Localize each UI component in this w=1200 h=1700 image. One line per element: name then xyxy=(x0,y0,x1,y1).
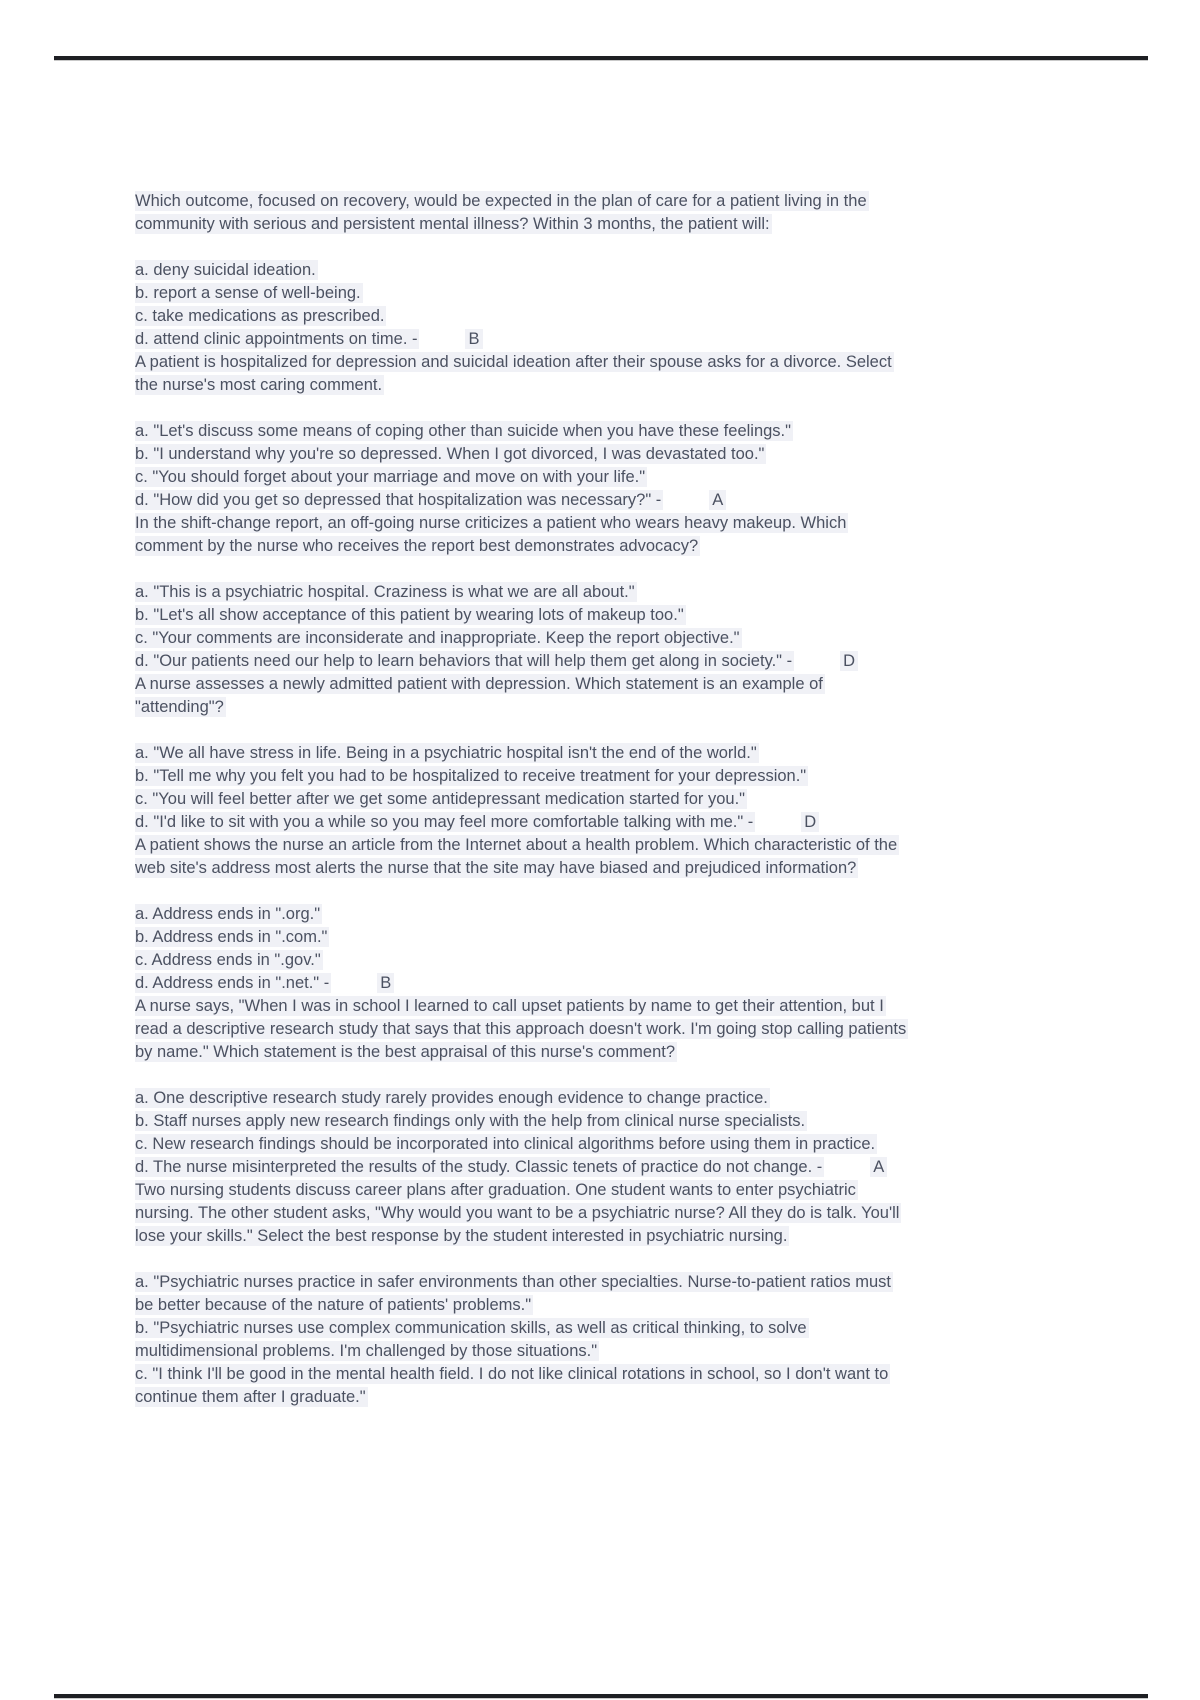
question-text: read a descriptive research study that says that this approach doesn't work. I'm going stop calling patients xyxy=(135,1020,907,1038)
option-text: b. "I understand why you're so depressed. When I got divorced, I was devastated too." xyxy=(135,445,765,463)
question-text: nursing. The other student asks, "Why would you want to be a psychiatric nurse? All they do is talk. You'll xyxy=(135,1204,900,1222)
top-rule xyxy=(54,56,1148,61)
question-line xyxy=(135,190,1145,213)
option-line xyxy=(135,811,1145,834)
answer-letter: A xyxy=(709,490,726,510)
option-text: d. The nurse misinterpreted the results of the study. Classic tenets of practice do not change. - xyxy=(135,1158,823,1176)
question-line xyxy=(135,1179,1145,1202)
option-text: a. "Psychiatric nurses practice in safer environments than other specialties. Nurse-to-patient ratios must xyxy=(135,1273,892,1291)
blank-line xyxy=(135,397,1145,420)
option-text: a. "Let's discuss some means of coping other than suicide when you have these feelings." xyxy=(135,422,791,440)
option-line xyxy=(135,903,1145,926)
question-line xyxy=(135,696,1145,719)
question-text: lose your skills." Select the best response by the student interested in psychiatric nursing. xyxy=(135,1227,788,1245)
question-block xyxy=(135,995,1145,1179)
option-line xyxy=(135,305,1145,328)
option-line xyxy=(135,282,1145,305)
option-text: b. "Tell me why you felt you had to be hospitalized to receive treatment for your depression." xyxy=(135,767,807,785)
blank-line xyxy=(135,719,1145,742)
option-line xyxy=(135,1317,1145,1340)
option-text: be better because of the nature of patients' problems." xyxy=(135,1296,532,1314)
option-line xyxy=(135,1156,1145,1179)
option-line xyxy=(135,420,1145,443)
document-content xyxy=(135,190,1145,1409)
question-block xyxy=(135,512,1145,673)
option-line xyxy=(135,627,1145,650)
option-text: b. Staff nurses apply new research findings only with the help from clinical nurse specialists. xyxy=(135,1112,806,1130)
option-line xyxy=(135,1386,1145,1409)
option-text: a. "This is a psychiatric hospital. Craziness is what we are all about." xyxy=(135,583,635,601)
option-text: c. Address ends in ".gov." xyxy=(135,951,321,969)
option-text: c. "You should forget about your marriage and move on with your life." xyxy=(135,468,646,486)
option-line xyxy=(135,1340,1145,1363)
option-line xyxy=(135,926,1145,949)
option-text: multidimensional problems. I'm challenged by those situations." xyxy=(135,1342,598,1360)
option-line xyxy=(135,443,1145,466)
option-line xyxy=(135,581,1145,604)
option-text: d. "Our patients need our help to learn behaviors that will help them get along in society." - xyxy=(135,652,793,670)
question-line xyxy=(135,1225,1145,1248)
answer-letter: B xyxy=(465,329,482,349)
question-line xyxy=(135,995,1145,1018)
question-block xyxy=(135,673,1145,834)
question-text: A nurse says, "When I was in school I learned to call upset patients by name to get their attention, but I xyxy=(135,997,884,1015)
option-text: b. "Let's all show acceptance of this patient by wearing lots of makeup too." xyxy=(135,606,684,624)
option-line xyxy=(135,604,1145,627)
question-text: community with serious and persistent mental illness? Within 3 months, the patient will: xyxy=(135,215,770,233)
option-text: b. "Psychiatric nurses use complex communication skills, as well as critical thinking, to solve xyxy=(135,1319,807,1337)
question-line xyxy=(135,351,1145,374)
option-line xyxy=(135,1087,1145,1110)
question-block xyxy=(135,351,1145,512)
option-text: a. deny suicidal ideation. xyxy=(135,261,316,279)
question-line xyxy=(135,1202,1145,1225)
question-text: A nurse assesses a newly admitted patient with depression. Which statement is an example of xyxy=(135,675,823,693)
option-text: d. "How did you get so depressed that hospitalization was necessary?" - xyxy=(135,491,662,509)
blank-line xyxy=(135,1248,1145,1271)
option-text: a. One descriptive research study rarely provides enough evidence to change practice. xyxy=(135,1089,768,1107)
question-text: "attending"? xyxy=(135,698,224,716)
option-text: d. Address ends in ".net." - xyxy=(135,974,330,992)
option-line xyxy=(135,1110,1145,1133)
blank-line xyxy=(135,1064,1145,1087)
question-text: A patient shows the nurse an article from the Internet about a health problem. Which characteristic of the xyxy=(135,836,898,854)
option-line xyxy=(135,1294,1145,1317)
question-text: the nurse's most caring comment. xyxy=(135,376,383,394)
option-text: d. "I'd like to sit with you a while so you may feel more comfortable talking with me." - xyxy=(135,813,754,831)
option-line xyxy=(135,1271,1145,1294)
question-line xyxy=(135,1018,1145,1041)
answer-letter: D xyxy=(801,812,819,832)
option-text: continue them after I graduate." xyxy=(135,1388,366,1406)
question-block xyxy=(135,1179,1145,1409)
bottom-rule xyxy=(54,1694,1148,1699)
option-line xyxy=(135,1133,1145,1156)
option-text: a. Address ends in ".org." xyxy=(135,905,321,923)
question-block xyxy=(135,190,1145,351)
option-line xyxy=(135,466,1145,489)
option-text: d. attend clinic appointments on time. - xyxy=(135,330,418,348)
option-line xyxy=(135,489,1145,512)
question-block xyxy=(135,834,1145,995)
option-line xyxy=(135,788,1145,811)
question-text: A patient is hospitalized for depression and suicidal ideation after their spouse asks for a divorce. Select xyxy=(135,353,892,371)
option-line xyxy=(135,765,1145,788)
blank-line xyxy=(135,558,1145,581)
option-text: c. "I think I'll be good in the mental health field. I do not like clinical rotations in school, so I don't want to xyxy=(135,1365,889,1383)
option-line xyxy=(135,650,1145,673)
option-text: c. "You will feel better after we get some antidepressant medication started for you." xyxy=(135,790,746,808)
option-line xyxy=(135,742,1145,765)
question-text: In the shift-change report, an off-going nurse criticizes a patient who wears heavy makeup. Which xyxy=(135,514,847,532)
option-text: c. take medications as prescribed. xyxy=(135,307,385,325)
answer-letter: A xyxy=(870,1157,887,1177)
question-text: comment by the nurse who receives the report best demonstrates advocacy? xyxy=(135,537,699,555)
question-line xyxy=(135,857,1145,880)
question-line xyxy=(135,374,1145,397)
option-line xyxy=(135,1363,1145,1386)
option-line xyxy=(135,972,1145,995)
option-text: c. "Your comments are inconsiderate and inappropriate. Keep the report objective." xyxy=(135,629,740,647)
question-text: Two nursing students discuss career plans after graduation. One student wants to enter psychiatric xyxy=(135,1181,856,1199)
question-text: Which outcome, focused on recovery, would be expected in the plan of care for a patient living in the xyxy=(135,192,867,210)
question-line xyxy=(135,673,1145,696)
question-text: web site's address most alerts the nurse that the site may have biased and prejudiced information? xyxy=(135,859,857,877)
option-line xyxy=(135,328,1145,351)
question-line xyxy=(135,512,1145,535)
answer-letter: B xyxy=(377,973,394,993)
option-line xyxy=(135,949,1145,972)
answer-letter: D xyxy=(840,651,858,671)
option-text: b. report a sense of well-being. xyxy=(135,284,361,302)
question-text: by name." Which statement is the best appraisal of this nurse's comment? xyxy=(135,1043,676,1061)
option-text: a. "We all have stress in life. Being in a psychiatric hospital isn't the end of the world." xyxy=(135,744,757,762)
blank-line xyxy=(135,236,1145,259)
question-line xyxy=(135,213,1145,236)
option-line xyxy=(135,259,1145,282)
option-text: c. New research findings should be incorporated into clinical algorithms before using them in practice. xyxy=(135,1135,876,1153)
option-text: b. Address ends in ".com." xyxy=(135,928,328,946)
question-line xyxy=(135,834,1145,857)
question-line xyxy=(135,535,1145,558)
blank-line xyxy=(135,880,1145,903)
question-line xyxy=(135,1041,1145,1064)
